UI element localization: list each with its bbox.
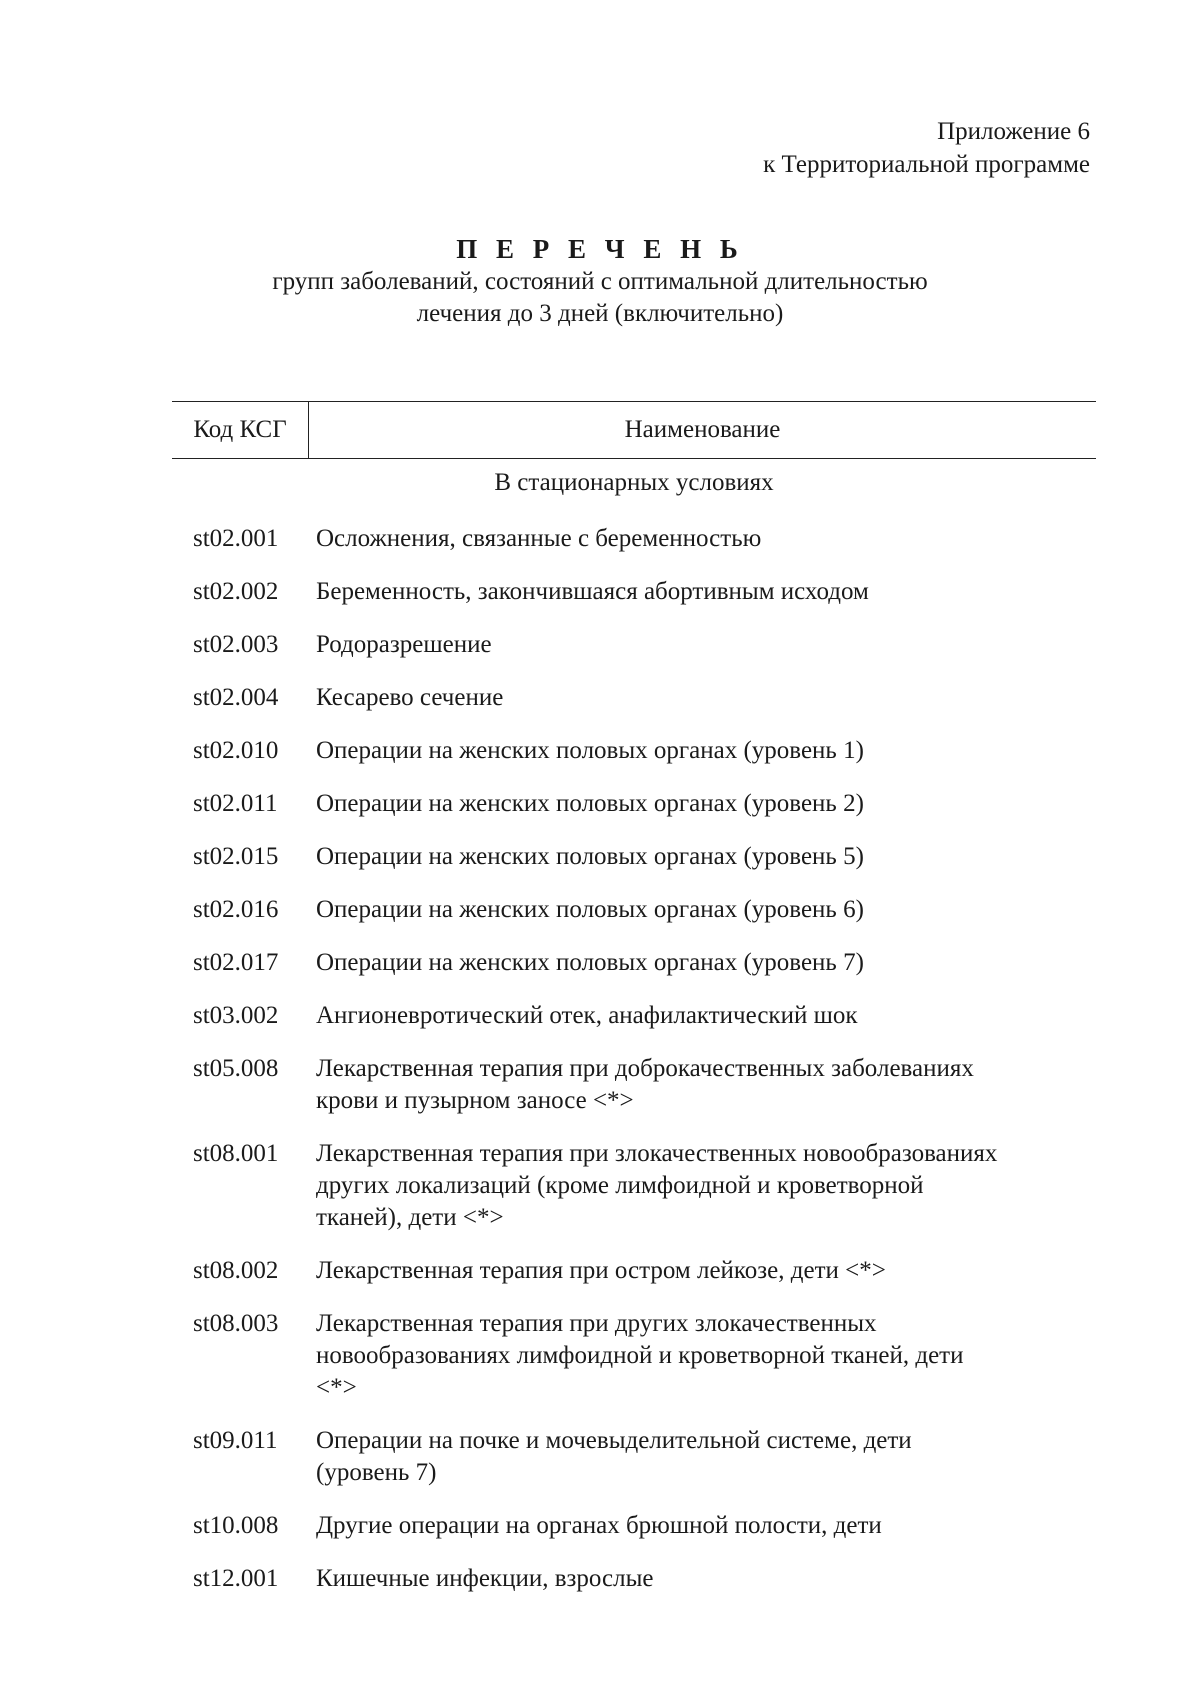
table-row [193, 523, 1113, 555]
appendix-line-2: к Территориальной программе [763, 151, 1090, 178]
row-name: Лекарственная терапия при злокачественных новообразованиях других локализаций (кроме лимфоидной и кроветворной тканей), дети <*> [316, 1140, 998, 1231]
appendix-reference [763, 115, 1090, 181]
table-row [193, 735, 1113, 767]
table-body [193, 523, 1113, 1616]
column-header-name: Наименование [624, 416, 781, 443]
row-name: Кишечные инфекции, взрослые [316, 1565, 654, 1592]
title-block [0, 232, 1200, 330]
row-code: st09.011 [193, 1427, 278, 1454]
row-code: st02.002 [193, 578, 279, 605]
row-code: st02.015 [193, 843, 279, 870]
row-code: st02.001 [193, 525, 279, 552]
table-row [193, 1563, 1113, 1595]
row-code: st10.008 [193, 1512, 279, 1539]
row-name: Осложнения, связанные с беременностью [316, 525, 762, 552]
row-name: Лекарственная терапия при других злокачественных новообразованиях лимфоидной и кроветворной тканей, дети <*> [316, 1310, 964, 1401]
table-row [193, 1000, 1113, 1032]
row-code: st03.002 [193, 1002, 279, 1029]
row-name: Операции на женских половых органах (уровень 2) [316, 790, 864, 817]
row-code: st02.016 [193, 896, 279, 923]
section-heading: В стационарных условиях [494, 469, 774, 496]
row-name: Операции на женских половых органах (уровень 5) [316, 843, 864, 870]
row-name: Операции на женских половых органах (уровень 6) [316, 896, 864, 923]
table-row [193, 1255, 1113, 1287]
row-code: st08.003 [193, 1310, 279, 1337]
table-row [193, 947, 1113, 979]
table-row [193, 629, 1113, 661]
table-row [193, 1510, 1113, 1542]
row-code: st02.011 [193, 790, 278, 817]
row-name: Другие операции на органах брюшной полости, дети [316, 1512, 882, 1539]
appendix-line-1: Приложение 6 [937, 118, 1090, 145]
row-name: Лекарственная терапия при остром лейкозе, дети <*> [316, 1257, 886, 1284]
table-row [193, 576, 1113, 608]
subtitle-line-1: групп заболеваний, состояний с оптимальной длительностью [272, 268, 928, 295]
table-row [193, 1053, 1113, 1117]
row-name: Родоразрешение [316, 631, 492, 658]
row-name: Лекарственная терапия при доброкачественных заболеваниях крови и пузырном заносе <*> [316, 1055, 974, 1114]
table-row [193, 841, 1113, 873]
row-code: st02.010 [193, 737, 279, 764]
row-name: Операции на женских половых органах (уровень 7) [316, 949, 864, 976]
table-row [193, 1138, 1113, 1234]
subtitle-line-2: лечения до 3 дней (включительно) [416, 300, 784, 327]
row-code: st08.002 [193, 1257, 279, 1284]
row-code: st02.003 [193, 631, 279, 658]
row-name: Кесарево сечение [316, 684, 504, 711]
row-name: Беременность, закончившаяся абортивным исходом [316, 578, 869, 605]
table-row [193, 1308, 1113, 1404]
row-name: Операции на женских половых органах (уровень 1) [316, 737, 864, 764]
table-header-rule [172, 458, 1096, 459]
table-row [193, 682, 1113, 714]
row-code: st12.001 [193, 1565, 279, 1592]
row-code: st02.017 [193, 949, 279, 976]
row-name: Операции на почке и мочевыделительной системе, дети (уровень 7) [316, 1427, 912, 1486]
table-row [193, 788, 1113, 820]
row-code: st08.001 [193, 1140, 279, 1167]
column-header-code: Код КСГ [193, 416, 287, 443]
document-title: П Е Р Е Ч Е Н Ь [456, 234, 744, 264]
row-code: st02.004 [193, 684, 279, 711]
row-name: Ангионевротический отек, анафилактический шок [316, 1002, 858, 1029]
row-code: st05.008 [193, 1055, 279, 1082]
table-row [193, 894, 1113, 926]
table-row [193, 1425, 1113, 1489]
